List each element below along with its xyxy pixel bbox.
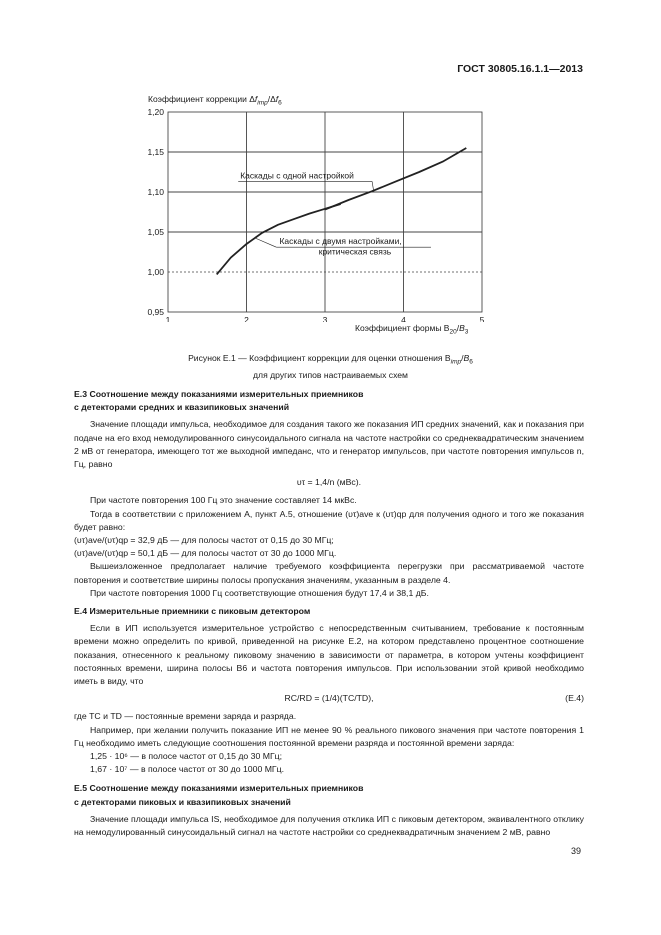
ratio-line: (υτ)ave/(υτ)qp = 50,1 дБ — для полосы частот от 30 до 1000 МГц. (74, 548, 337, 559)
chart-x-label: Коэффициент формы $B_{20}/B_3$ (355, 323, 469, 336)
annotation-two-tuned-line1: Каскады с двумя настройками, (279, 236, 402, 246)
equation-body: RC/RD = (1/4)(TC/TD), (284, 693, 374, 704)
chart-y-label: Коэффициент коррекции $\Delta f_{imp}/\Delta f_6$ (148, 94, 282, 107)
section-e3-title-line2: с детекторами средних и квазипиковых значений (74, 402, 290, 413)
x-tick-label: 2 (244, 315, 249, 322)
y-tick-label: 1,15 (147, 147, 164, 157)
paragraph: Если в ИП используется измерительное устройство с непосредственным считыванием, требование к постоянным времени можно определить по кривой, приведенной на рисунке Е.2, на котором представлено процентное соотношение показания, отнесенного к реальному пиковому значению в зависимости от параметра, в котором учтены коэффициент постоянных времени, ширина полосы B6 и частота повторения импульсов. При использовании этой кривой необходимо иметь в виду, что (74, 623, 584, 687)
paragraph: Значение площади импульса IS, необходимое для получения отклика ИП с пиковым детектором, эквивалентного отклику на немодулированный синусоидальный сигнал на частоте настройки со среднеквадратичным значением 2 мВ, равно (74, 813, 584, 838)
equation-number: (Е.4) (565, 693, 584, 704)
ratio-item: 1,67 · 10⁷ — в полосе частот от 30 до 1000 МГц. (90, 764, 285, 775)
correction-factor-chart (138, 92, 498, 322)
paragraph: где TC и TD — постоянные времени заряда и разряда. (74, 711, 297, 722)
y-tick-label: 1,10 (147, 187, 164, 197)
document-id: ГОСТ 30805.16.1.1—2013 (457, 63, 583, 75)
section-e5-title (74, 782, 584, 808)
y-tick-label: 0,95 (147, 307, 164, 317)
y-tick-label: 1,20 (147, 107, 164, 117)
paragraph: Значение площади импульса, необходимое для создания такого же показания ИП средних значений, как и показания при подаче на его вход немодулированного синусоидального сигнала на частоте настройки со среднеквадратическим значением 2 мВ от генератора, имеющего тот же выходной импеданс, что и генератор импульсов, при частоте повторения импульсов n, Гц, равно (74, 419, 584, 470)
annotation-leader (256, 238, 276, 247)
section-e3-title (74, 388, 584, 414)
y-label-main: Коэффициент коррекции Δ (148, 94, 255, 104)
ratio-line: (υτ)ave/(υτ)qp = 32,9 дБ — для полосы частот от 0,15 до 30 МГц; (74, 535, 334, 546)
paragraph: При частоте повторения 100 Гц это значение составляет 14 мкВс. (90, 495, 357, 506)
equation-e4 (74, 692, 584, 705)
caption-line-1-text: Рисунок Е.1 — Коэффициент коррекции для оценки отношения B (188, 353, 451, 363)
annotation-leader (372, 181, 374, 191)
paragraph: Тогда в соответствии с приложением А, пункт А.5, отношение (υτ)ave к (υτ)qp для получения одного и того же показания будет равно: (74, 508, 584, 532)
annotation-single-tuned: Каскады с одной настройкой (240, 170, 354, 181)
paragraph: Вышеизложенное предполагает наличие требуемого коэффициента перегрузки при рассматриваемой частоте повторения и соответствие ширины полосы пропускания значениям, указанным в разделе 4. (74, 561, 584, 585)
ratio-item: 1,25 · 10⁶ — в полосе частот от 0,15 до 30 МГц; (90, 751, 283, 762)
annotation-two-tuned-line2: критическая связь (318, 246, 392, 257)
paragraph: Например, при желании получить показание ИП не менее 90 % реального пикового значения при частоте повторения 1 Гц необходимо иметь следующие соотношения постоянной времени разряда и постоянной времени заряда: (74, 724, 584, 748)
section-e4-title: Е.4 Измерительные приемники с пиковым детектором (74, 606, 311, 617)
x-tick-label: 1 (165, 315, 171, 322)
body-text (74, 388, 584, 839)
y-tick-label: 1,05 (147, 227, 164, 237)
x-label-main: Коэффициент формы B (355, 323, 450, 333)
x-tick-label: 5 (479, 315, 485, 322)
paragraph: При частоте повторения 1000 Гц соответствующие отношения будут 17,4 и 38,1 дБ. (90, 587, 429, 598)
caption-line-1: Рисунок Е.1 — Коэффициент коррекции для оценки отношения $B_{imp}/B_6$ (188, 353, 473, 366)
page-number: 39 (570, 846, 581, 856)
x-tick-label: 4 (401, 315, 406, 322)
formula-e3: υτ = 1,4/n (мВс). (296, 477, 362, 488)
x-tick-label: 3 (322, 315, 328, 322)
section-e3-title-line1: Е.3 Соотношение между показаниями измерительных приемников (74, 389, 364, 399)
section-e5-title-line1: Е.5 Соотношение между показаниями измерительных приемников (74, 783, 364, 794)
caption-line-2: для других типов настраиваемых схем (253, 369, 408, 380)
y-tick-label: 1,00 (147, 267, 164, 277)
figure-caption (0, 352, 661, 382)
section-e5-title-line2: с детекторами пиковых и квазипиковых значений (74, 796, 291, 807)
